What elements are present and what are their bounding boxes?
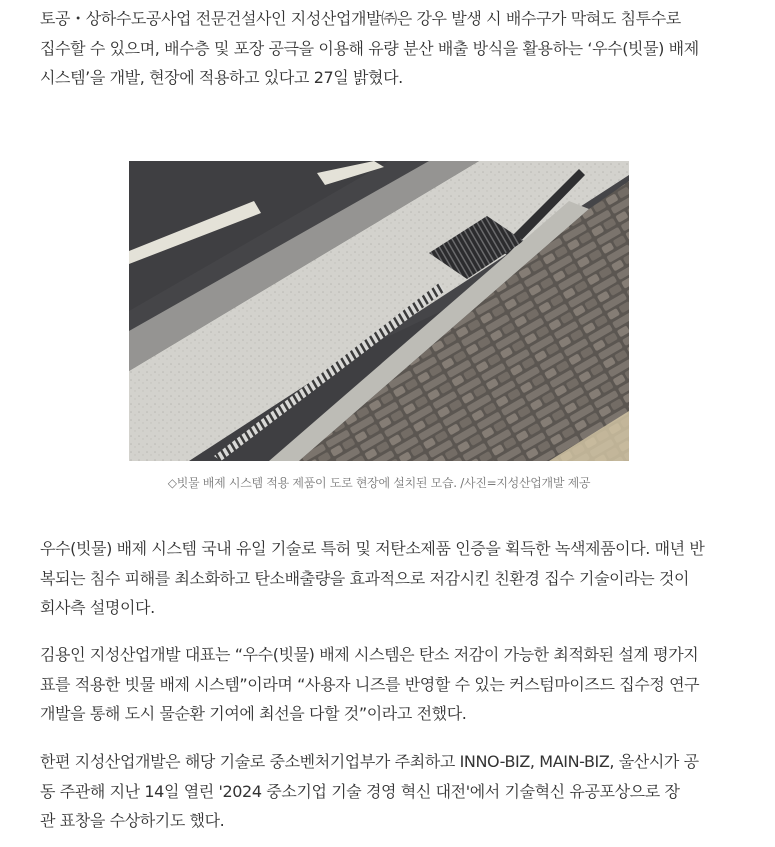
p3-line-1: 김용인 지성산업개발 대표는 “우수(빗물) 배제 시스템은 탄소 저감이 가능한 최적화된 설계 평가지 bbox=[40, 645, 699, 664]
intro-line-2: 집수할 수 있으며, 배수층 및 포장 공극을 이용해 유량 분산 배출 방식을 활용하는 ‘우수(빗물) 배제 bbox=[40, 38, 699, 58]
p3-line-3: 개발을 통해 도시 물순환 기여에 최선을 다할 것”이라고 전했다. bbox=[40, 704, 467, 723]
body-paragraph-3 bbox=[40, 640, 740, 729]
p2-line-2: 복되는 침수 피해를 최소화하고 탄소배출량을 효과적으로 저감시킨 친환경 집수 기술이라는 것이 bbox=[40, 568, 690, 588]
p4-line-3: 관 표창을 수상하기도 했다. bbox=[40, 811, 225, 830]
p2-line-1: 우수(빗물) 배제 시스템 국내 유일 기술로 특허 및 저탄소제품 인증을 획득한 녹색제품이다. 매년 반 bbox=[40, 539, 705, 558]
drainage-road-photo bbox=[129, 161, 629, 461]
intro-line-3: 시스템’을 개발, 현장에 적용하고 있다고 27일 밝혔다. bbox=[40, 68, 403, 87]
article-photo bbox=[129, 161, 629, 461]
p4-line-2: 동 주관해 지난 14일 열린 '2024 중소기업 기술 경영 혁신 대전'에서 기술혁신 유공포상으로 장 bbox=[40, 781, 680, 801]
body-paragraph-4 bbox=[40, 747, 740, 836]
intro-paragraph bbox=[40, 4, 740, 93]
p3-line-2: 표를 적용한 빗물 배제 시스템”이라며 “사용자 니즈를 반영할 수 있는 커스텀마이즈드 집수정 연구 bbox=[40, 674, 700, 694]
photo-caption: ◇빗물 배제 시스템 적용 제품이 도로 현장에 설치된 모습. /사진=지성산업개발 제공 bbox=[167, 476, 591, 490]
body-paragraph-2 bbox=[40, 534, 740, 623]
p4-line-1: 한편 지성산업개발은 해당 기술로 중소벤처기업부가 주최하고 INNO-BIZ, MAIN-BIZ, 울산시가 공 bbox=[40, 752, 699, 771]
intro-line-1: 토공・상하수도공사업 전문건설사인 지성산업개발㈜은 강우 발생 시 배수구가 막혀도 침투수로 bbox=[40, 9, 681, 28]
p2-line-3: 회사측 설명이다. bbox=[40, 598, 155, 617]
